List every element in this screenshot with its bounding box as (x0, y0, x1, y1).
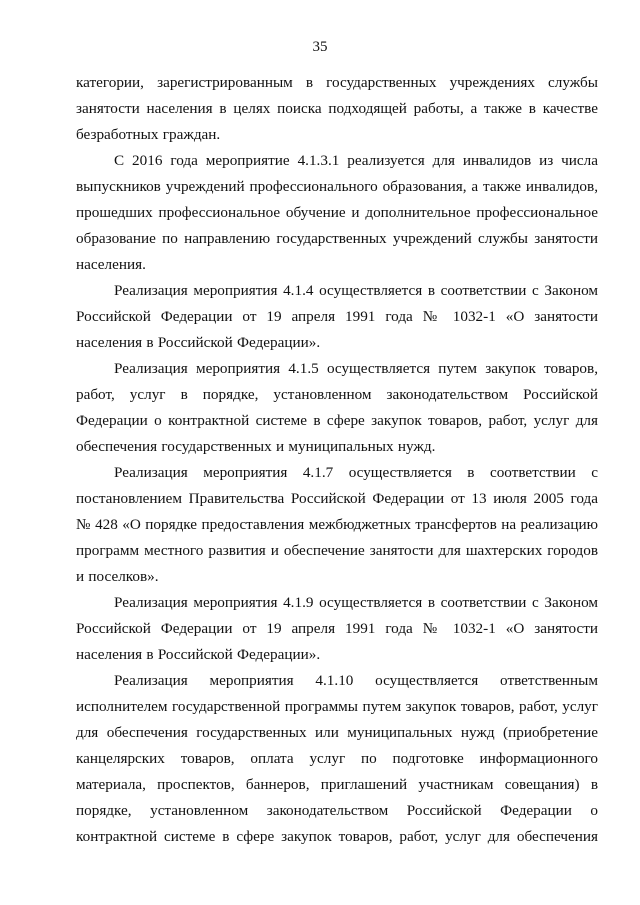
page-number: 35 (312, 39, 328, 55)
paragraph-4: Реализация мероприятия 4.1.5 осуществляется путем закупок товаров, работ, услуг в порядке, установленном законодательством Российской Федерации о контрактной системе в сфере закупок товаров, работ, услуг для обеспечения государственных и муниципальных нужд. (76, 360, 598, 455)
paragraph-7: Реализация мероприятия 4.1.10 осуществляется ответственным исполнителем государственной программы путем закупок товаров, работ, услуг для обеспечения государственных или муниципальных нужд (приобретение канцелярских товаров, оплата услуг по подготовке информационного материала, проспектов, баннеров, приглашений участникам совещания) в порядке, установленном законодательством Российской Федерации о контрактной системе в сфере закупок товаров, работ, услуг для обеспечения (76, 672, 598, 845)
document-body (76, 70, 598, 850)
paragraph-2: С 2016 года мероприятие 4.1.3.1 реализуется для инвалидов из числа выпускников учреждений профессионального образования, а также инвалидов, прошедших профессиональное обучение и дополнительное профессиональное образование по направлению государственных учреждений службы занятости населения. (76, 152, 598, 273)
paragraph-1: категории, зарегистрированным в государственных учреждениях службы занятости населения в целях поиска подходящей работы, а также в качестве безработных граждан. (76, 74, 598, 143)
paragraph-6: Реализация мероприятия 4.1.9 осуществляется в соответствии с Законом Российской Федерации от 19 апреля 1991 года № 1032-1 «О занятости населения в Российской Федерации». (76, 594, 598, 663)
paragraph-3: Реализация мероприятия 4.1.4 осуществляется в соответствии с Законом Российской Федерации от 19 апреля 1991 года № 1032-1 «О занятости населения в Российской Федерации». (76, 282, 598, 351)
paragraph-5: Реализация мероприятия 4.1.7 осуществляется в соответствии с постановлением Правительства Российской Федерации от 13 июля 2005 года № 428 «О порядке предоставления межбюджетных трансфертов на реализацию программ местного развития и обеспечение занятости для шахтерских городов и поселков». (76, 464, 598, 585)
